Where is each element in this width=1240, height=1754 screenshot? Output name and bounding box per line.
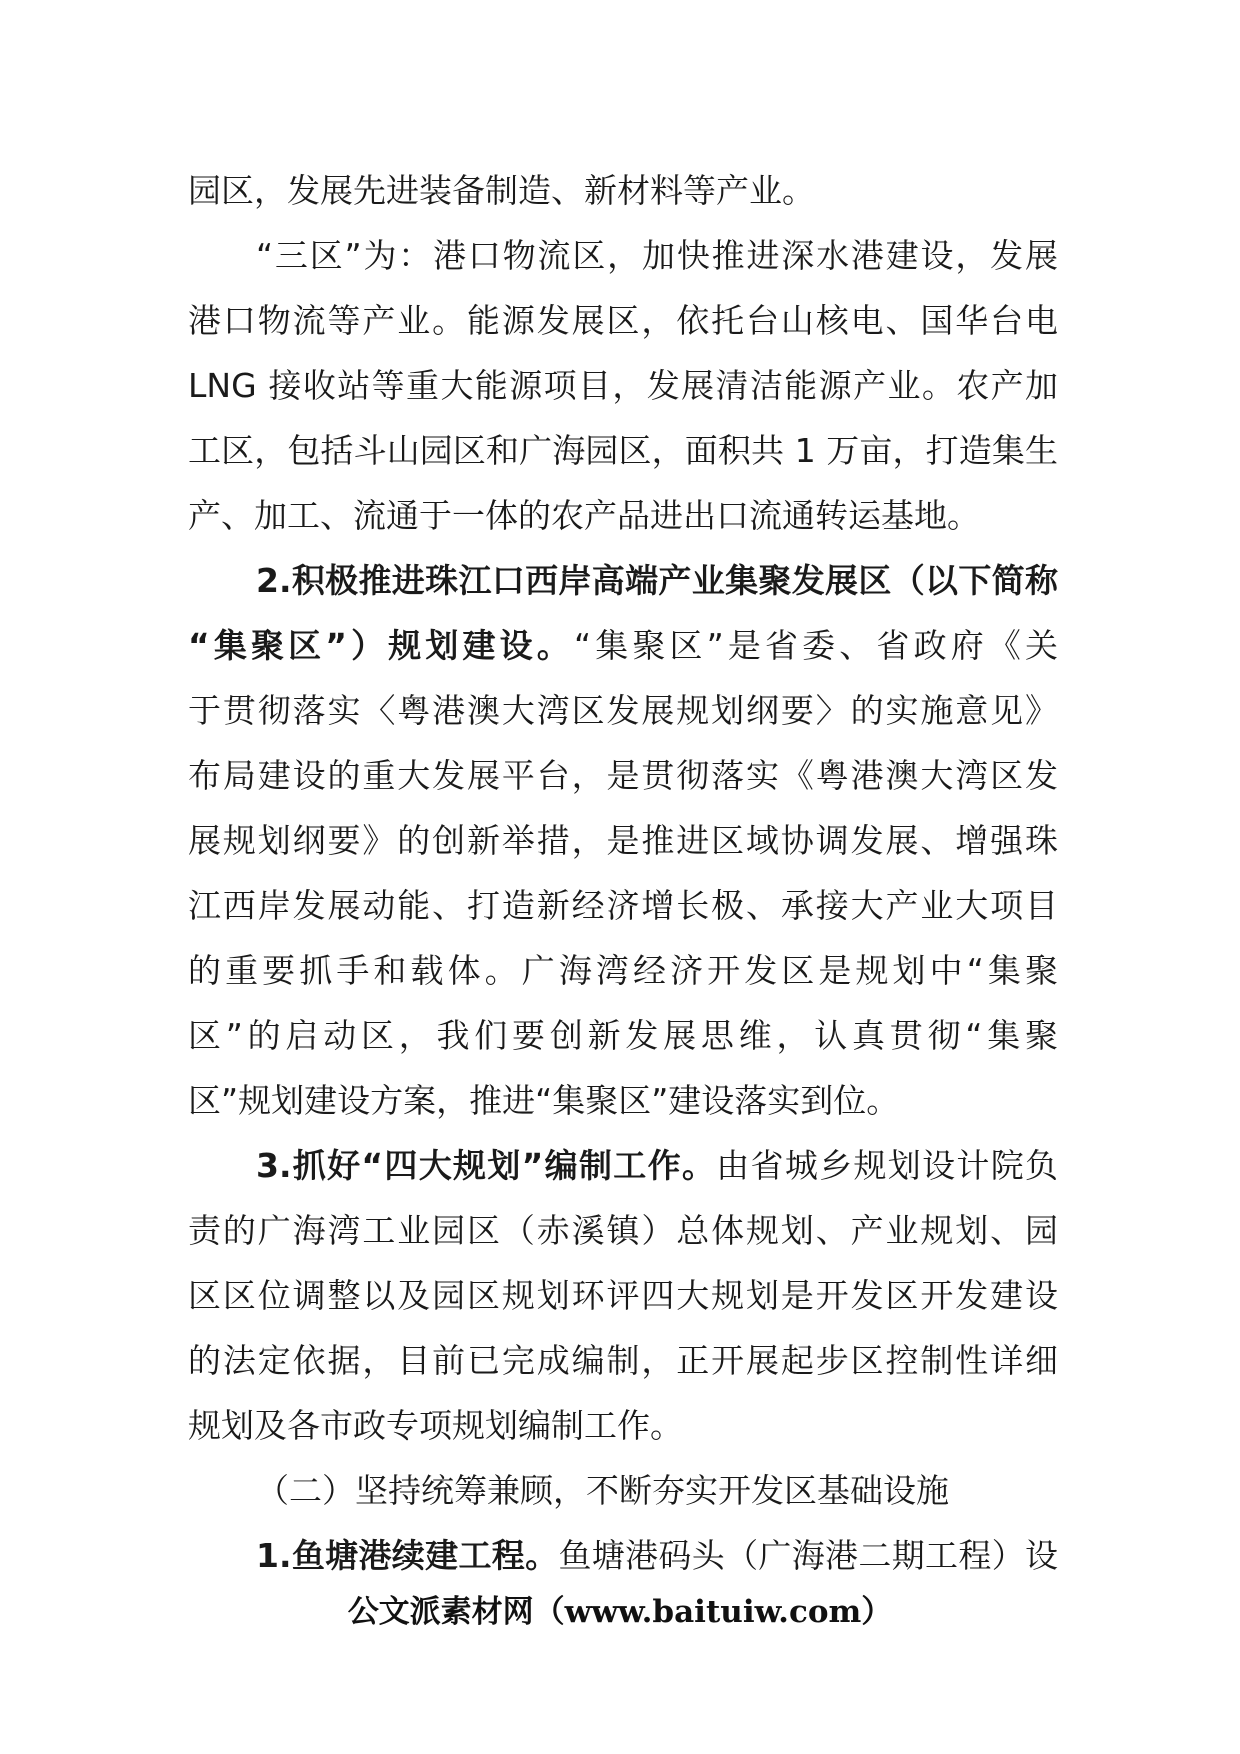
text-line: 江西岸发展动能、打造新经济增长极、承接大产业大项目 [188,886,1058,925]
text-line: 园区，发展先进装备制造、新材料等产业。 [188,171,815,210]
text-line: 布局建设的重大发展平台，是贯彻落实《粤港澳大湾区发 [188,756,1058,795]
text-line: 展规划纲要》的创新举措，是推进区域协调发展、增强珠 [188,821,1058,860]
text-line: 1.鱼塘港续建工程。鱼塘港码头（广海港二期工程）设 [256,1536,1059,1575]
text-line: 工区，包括斗山园区和广海园区，面积共 1 万亩，打造集生 [188,431,1058,470]
text-line: 于贯彻落实〈粤港澳大湾区发展规划纲要〉的实施意见》 [188,691,1058,730]
text-line: 的法定依据，目前已完成编制，正开展起步区控制性详细 [188,1341,1058,1380]
text-line: 港口物流等产业。能源发展区，依托台山核电、国华台电 [188,301,1058,340]
text-line: “集聚区”）规划建设。“集聚区”是省委、省政府《关 [188,626,1058,665]
text-line: 2.积极推进珠江口西岸高端产业集聚发展区（以下简称 [256,561,1058,600]
text-line: “三区”为：港口物流区，加快推进深水港建设，发展 [256,236,1058,275]
text-line: LNG 接收站等重大能源项目，发展清洁能源产业。农产加 [188,366,1058,405]
text-line: 的重要抓手和载体。广海湾经济开发区是规划中“集聚 [188,951,1058,990]
text-line: 3.抓好“四大规划”编制工作。由省城乡规划设计院负 [256,1146,1059,1185]
text-line: 区”规划建设方案，推进“集聚区”建设落实到位。 [188,1081,900,1120]
section-heading: （二）坚持统筹兼顾，不断夯实开发区基础设施 [256,1471,949,1510]
text-line: 产、加工、流通于一体的农产品进出口流通转运基地。 [188,496,980,535]
footer-watermark: 公文派素材网（www.baituiw.com） [347,1594,893,1630]
text-line: 区”的启动区，我们要创新发展思维，认真贯彻“集聚 [188,1016,1058,1055]
text-line: 规划及各市政专项规划编制工作。 [188,1406,683,1445]
text-line: 责的广海湾工业园区（赤溪镇）总体规划、产业规划、园 [188,1211,1058,1250]
text-line: 区区位调整以及园区规划环评四大规划是开发区开发建设 [188,1276,1058,1315]
document-body [188,158,1058,1588]
